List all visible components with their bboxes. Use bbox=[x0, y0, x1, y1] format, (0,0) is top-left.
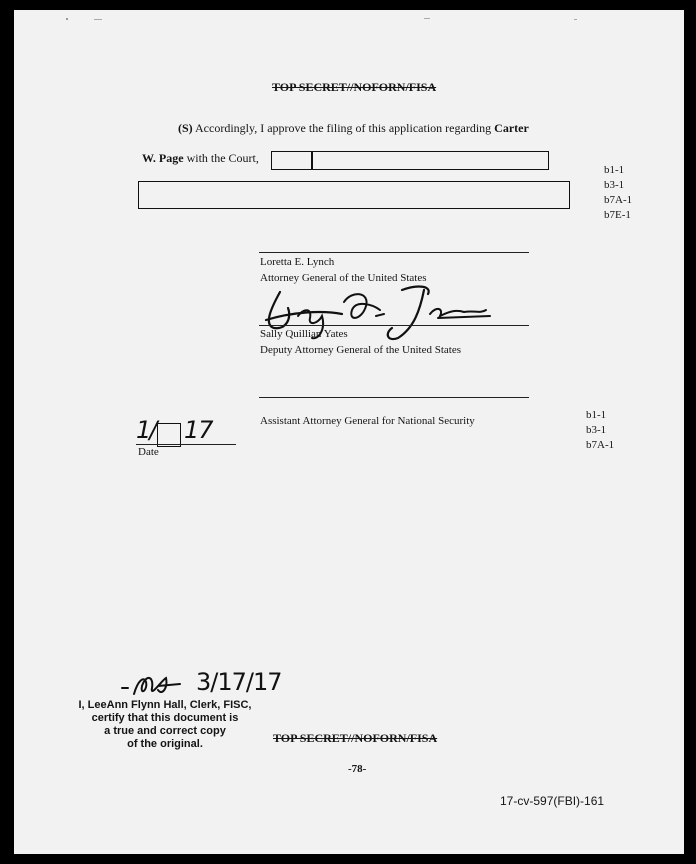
certification-text bbox=[70, 699, 260, 751]
redaction-box-small bbox=[271, 151, 313, 170]
ag-title: Attorney General of the United States bbox=[260, 272, 427, 284]
exemption-code: b3-1 bbox=[586, 424, 607, 436]
certification-line: certify that this document is bbox=[91, 712, 239, 724]
header-classification: TOP SECRET//NOFORN/FISA bbox=[272, 80, 437, 94]
certification-handwritten-date: 3/17/17 bbox=[196, 668, 282, 696]
handwritten-date-year: 17 bbox=[184, 416, 213, 444]
exemption-code: b1-1 bbox=[604, 164, 625, 176]
dag-signature-line bbox=[259, 325, 529, 326]
approval-line-2 bbox=[142, 151, 259, 166]
footer-classification: TOP SECRET//NOFORN/FISA bbox=[273, 731, 438, 745]
classification-marking: (S) bbox=[178, 121, 193, 135]
ag-signature-line bbox=[259, 252, 529, 253]
exemption-code: b7E-1 bbox=[604, 209, 631, 221]
exemption-codes-mid bbox=[586, 408, 614, 453]
clerk-initials-scribble bbox=[118, 668, 192, 700]
bates-number: 17-cv-597(FBI)-161 bbox=[500, 794, 605, 808]
date-label: Date bbox=[138, 446, 159, 458]
approval-text-2: with the Court, bbox=[186, 151, 259, 165]
scan-speck bbox=[424, 18, 430, 19]
aag-title: Assistant Attorney General for National Security bbox=[260, 415, 475, 427]
aag-signature-line bbox=[259, 397, 529, 398]
scan-speck bbox=[94, 19, 102, 20]
certification-line: I, LeeAnn Flynn Hall, Clerk, FISC, bbox=[78, 699, 252, 711]
dag-name: Sally Quillian Yates bbox=[260, 328, 348, 340]
exemption-code: b7A-1 bbox=[586, 439, 615, 451]
redaction-box-wide bbox=[138, 181, 570, 209]
handwritten-date-month: 1/ bbox=[136, 416, 156, 444]
dag-title: Deputy Attorney General of the United States bbox=[260, 344, 462, 356]
scan-speck bbox=[574, 19, 577, 20]
page-number: -78- bbox=[348, 763, 367, 775]
approval-text: Accordingly, I approve the filing of this application regarding bbox=[195, 121, 492, 135]
certification-line: a true and correct copy bbox=[104, 725, 226, 737]
exemption-code: b1-1 bbox=[586, 409, 607, 421]
ag-name: Loretta E. Lynch bbox=[260, 256, 335, 268]
scan-speck bbox=[66, 18, 68, 20]
redaction-box-inline bbox=[311, 151, 549, 170]
exemption-code: b3-1 bbox=[604, 179, 625, 191]
subject-name-part-2: W. Page bbox=[142, 151, 184, 165]
certification-line: of the original. bbox=[127, 738, 203, 750]
document-page bbox=[14, 10, 684, 854]
approval-line-1 bbox=[178, 121, 529, 136]
exemption-code: b7A-1 bbox=[604, 194, 633, 206]
date-line bbox=[136, 444, 236, 445]
subject-name-part-1: Carter bbox=[494, 121, 529, 135]
exemption-codes-top bbox=[604, 163, 632, 223]
